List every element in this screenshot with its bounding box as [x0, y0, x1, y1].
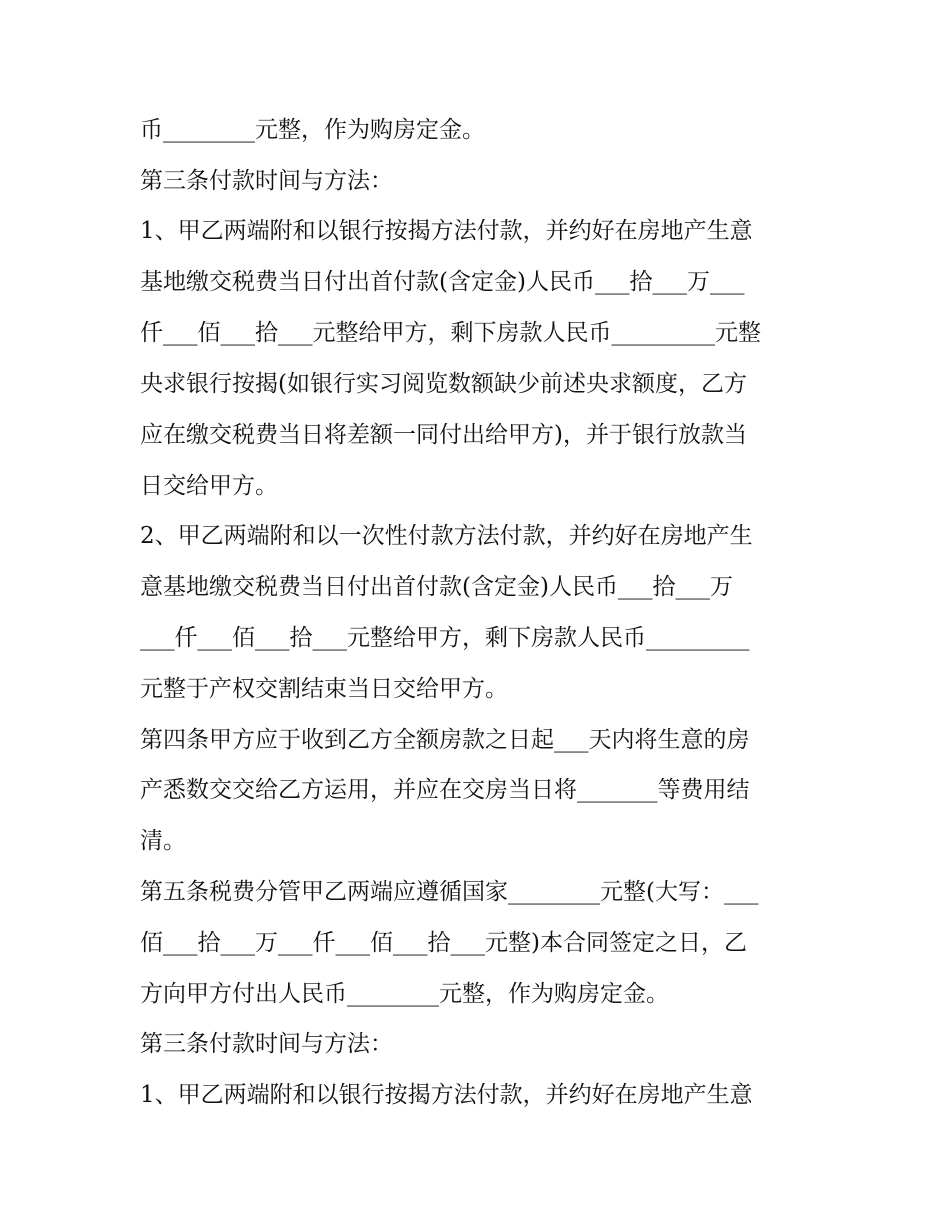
text-line: 第三条付款时间与方法： [140, 168, 393, 194]
text-line: 基地缴交税费当日付出首付款(含定金)人民币___拾___万___ [140, 269, 745, 295]
text-line: 2、甲乙两端附和以一次性付款方法付款，并约好在房地产生 [140, 523, 753, 549]
text-line: 1、甲乙两端附和以银行按揭方法付款，并约好在房地产生意 [140, 218, 753, 244]
text-line: 币________元整，作为购房定金。 [140, 117, 485, 143]
text-line: 1、甲乙两端附和以银行按揭方法付款，并约好在房地产生意 [140, 1082, 753, 1108]
text-line: 佰___拾___万___仟___佰___拾___元整)本合同签定之日，乙 [140, 930, 747, 956]
text-line: 第四条甲方应于收到乙方全额房款之日起___天内将生意的房 [140, 727, 750, 753]
text-line: 第三条付款时间与方法： [140, 1031, 393, 1057]
text-line: 元整于产权交割结束当日交给甲方。 [140, 676, 508, 702]
text-line: 应在缴交税费当日将差额一同付出给甲方)，并于银行放款当 [140, 422, 747, 448]
text-line: 央求银行按揭(如银行实习阅览数额缺少前述央求额度，乙方 [140, 371, 747, 397]
text-line: 意基地缴交税费当日付出首付款(含定金)人民币___拾___万 [140, 574, 733, 600]
text-line: 方向甲方付出人民币________元整，作为购房定金。 [140, 981, 669, 1007]
text-line: 第五条税费分管甲乙两端应遵循国家________元整(大写：___ [140, 879, 759, 905]
text-line: 清。 [140, 828, 186, 854]
text-line: 日交给甲方。 [140, 473, 278, 499]
text-line: 产悉数交交给乙方运用，并应在交房当日将_______等费用结 [140, 777, 750, 803]
text-line: ___仟___佰___拾___元整给甲方，剩下房款人民币_________ [140, 625, 750, 651]
text-line: 仟___佰___拾___元整给甲方，剩下房款人民币_________元整 [140, 320, 761, 346]
